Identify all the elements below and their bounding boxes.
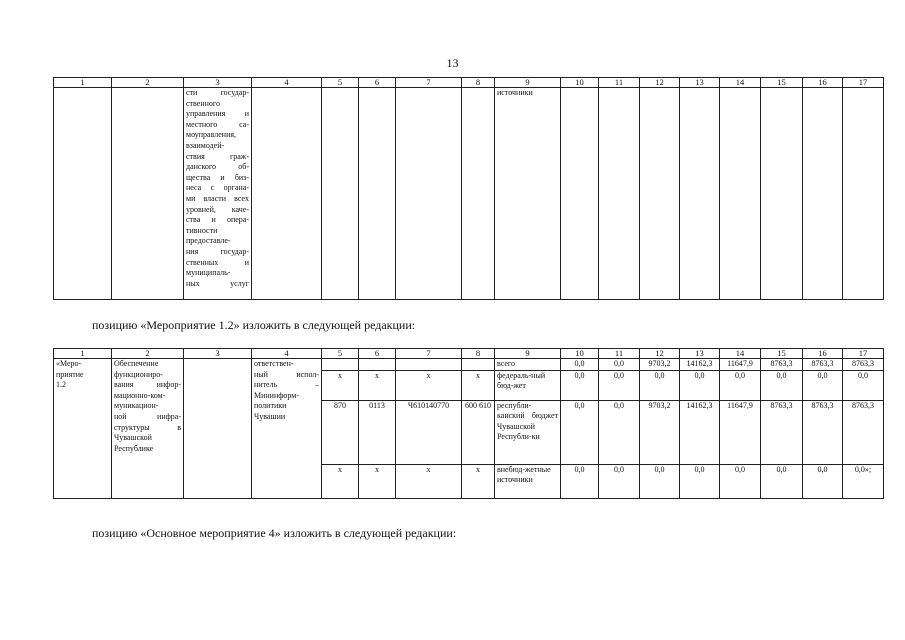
code-cell: [462, 359, 495, 371]
text-line: политики: [254, 401, 287, 411]
text-line: ственного: [186, 98, 220, 108]
text-line: Республике: [114, 443, 154, 453]
text-line: неса с органа-: [186, 183, 249, 193]
code-cell: 600 610: [462, 400, 495, 464]
text-line: нитель –: [254, 380, 319, 390]
value-cell: 8763,3: [803, 359, 843, 371]
value-cell: 0,0: [761, 370, 803, 400]
text-line: «Меро-: [56, 359, 82, 368]
col-header: 1: [54, 78, 112, 88]
value-cell: 0,0: [599, 400, 640, 464]
value-cell: 8763,3: [761, 400, 803, 464]
source-cell: всего: [495, 359, 561, 371]
col-header: 5: [322, 349, 359, 359]
col-header: 16: [803, 78, 843, 88]
text-line: взаимодей-: [186, 140, 225, 150]
col-header: 9: [495, 349, 561, 359]
text-line: муниципаль-: [186, 268, 231, 278]
value-cell: 8763,3: [761, 359, 803, 371]
value-cell: 0,0: [720, 464, 761, 498]
source-cell: внебюд-жетные источники: [495, 464, 561, 498]
table2-header-row: [54, 349, 884, 359]
page-number: 13: [446, 56, 459, 70]
table1-body-row: [54, 88, 884, 300]
text-line: местного са-: [186, 119, 249, 129]
col-header: 13: [680, 78, 720, 88]
table-continuation: [53, 77, 884, 300]
col-header: 12: [640, 78, 680, 88]
paragraph-position-1-2: позицию «Мероприятие 1.2» изложить в следующей редакции:: [92, 318, 416, 332]
value-cell: 0,0: [599, 370, 640, 400]
value-cell: 11647,9: [720, 400, 761, 464]
col-header: 2: [112, 349, 184, 359]
value-cell: 9703,2: [640, 400, 680, 464]
text-line: 1.2: [56, 380, 66, 390]
value-cell: 0,0: [680, 370, 720, 400]
col-header: 5: [322, 78, 359, 88]
col-header: 17: [843, 349, 884, 359]
col-header: 3: [184, 78, 252, 88]
text-line: ных услуг: [186, 278, 249, 288]
code-cell: x: [462, 464, 495, 498]
source-cell: республи-канский бюджет Чувашской Республи-ки: [495, 400, 561, 464]
text-line: ния государ-: [186, 246, 249, 256]
text-line: Обеспечение: [114, 359, 159, 368]
col-header: 6: [359, 78, 396, 88]
value-cell: 14162,3: [680, 400, 720, 464]
code-cell: 870: [322, 400, 359, 464]
table-row: [54, 359, 884, 371]
value-cell: 8763,3: [803, 400, 843, 464]
col-header: 1: [54, 349, 112, 359]
text-line: ответствен-: [254, 359, 294, 368]
value-cell: 0,0: [843, 370, 884, 400]
table-measure-1-2: [53, 348, 884, 499]
col-header: 11: [599, 78, 640, 88]
col-header: 15: [761, 78, 803, 88]
col-header: 9: [495, 78, 561, 88]
value-cell: 0,0: [680, 464, 720, 498]
text-line: предоставле-: [186, 236, 231, 246]
col-header: 12: [640, 349, 680, 359]
code-cell: 0113: [359, 400, 396, 464]
col-header: 3: [184, 349, 252, 359]
col-header: 13: [680, 349, 720, 359]
text-line: сти государ-: [186, 88, 249, 97]
text-line: Чувашской: [114, 433, 152, 443]
text-line: мационно-ком-: [114, 390, 166, 400]
text-line: управления и: [186, 109, 249, 119]
col-header: 6: [359, 349, 396, 359]
col-header: 4: [252, 349, 322, 359]
col-header: 15: [761, 349, 803, 359]
col-header: 16: [803, 349, 843, 359]
text-line: муникацион-: [114, 401, 159, 411]
text-line: структуры в: [114, 422, 181, 432]
source-cell: федераль-ный бюд-жет: [495, 370, 561, 400]
code-cell: x: [396, 464, 462, 498]
value-cell: 0,0: [803, 464, 843, 498]
text-line: ственных и: [186, 257, 249, 267]
value-cell: 0,0: [561, 464, 599, 498]
measure-name-cell: [112, 359, 184, 499]
col-header: 14: [720, 78, 761, 88]
measure-id-cell: [54, 359, 112, 499]
col-header: 4: [252, 78, 322, 88]
code-cell: x: [359, 464, 396, 498]
text-line: функциониро-: [114, 369, 163, 379]
col-header: 17: [843, 78, 884, 88]
value-cell: 0,0: [640, 464, 680, 498]
text-line: тивности: [186, 225, 218, 235]
paragraph-main-measure-4: позицию «Основное мероприятие 4» изложить в следующей редакции:: [92, 526, 457, 540]
col-header: 8: [462, 78, 495, 88]
table1-col9-text: источники: [495, 88, 561, 300]
value-cell: 0,0: [561, 400, 599, 464]
col-header: 8: [462, 349, 495, 359]
col-header: 7: [396, 78, 462, 88]
value-cell: 0,0»;: [843, 464, 884, 498]
value-cell: 9703,2: [640, 359, 680, 371]
code-cell: x: [396, 370, 462, 400]
text-line: ной инфра-: [114, 411, 181, 421]
value-cell: 0,0: [599, 359, 640, 371]
table1-header-row: [54, 78, 884, 88]
value-cell: 0,0: [599, 464, 640, 498]
code-cell: x: [359, 370, 396, 400]
text-line: Мининформ-: [254, 390, 300, 400]
code-cell: [359, 359, 396, 371]
text-line: щества и биз-: [186, 172, 249, 182]
value-cell: 0,0: [561, 359, 599, 371]
col-header: 2: [112, 78, 184, 88]
col-header: 10: [561, 78, 599, 88]
value-cell: 0,0: [803, 370, 843, 400]
value-cell: 14162,3: [680, 359, 720, 371]
text-line: ства и опера-: [186, 215, 249, 225]
code-cell: x: [462, 370, 495, 400]
value-cell: 0,0: [761, 464, 803, 498]
value-cell: 0,0: [561, 370, 599, 400]
text-line: ный испол-: [254, 369, 319, 379]
text-line: ми власти всех: [186, 193, 249, 203]
code-cell: [322, 359, 359, 371]
value-cell: 8763,3: [843, 400, 884, 464]
code-cell: x: [322, 464, 359, 498]
empty-cell: [184, 359, 252, 499]
text-line: данского об-: [186, 162, 249, 172]
text-line: уровней, каче-: [186, 204, 249, 214]
col-header: 7: [396, 349, 462, 359]
text-line: ствия граж-: [186, 151, 249, 161]
text-line: моуправления,: [186, 130, 237, 140]
code-cell: Ч610140770: [396, 400, 462, 464]
text-line: приятие: [56, 369, 84, 379]
code-cell: [396, 359, 462, 371]
col-header: 14: [720, 349, 761, 359]
executor-cell: [252, 359, 322, 499]
value-cell: 8763,3: [843, 359, 884, 371]
value-cell: 11647,9: [720, 359, 761, 371]
col-header: 11: [599, 349, 640, 359]
value-cell: 0,0: [720, 370, 761, 400]
col-header: 10: [561, 349, 599, 359]
text-line: вания инфор-: [114, 380, 181, 390]
text-line: Чувашии: [254, 411, 286, 421]
value-cell: 0,0: [640, 370, 680, 400]
table1-col3-text: [184, 88, 252, 300]
code-cell: x: [322, 370, 359, 400]
